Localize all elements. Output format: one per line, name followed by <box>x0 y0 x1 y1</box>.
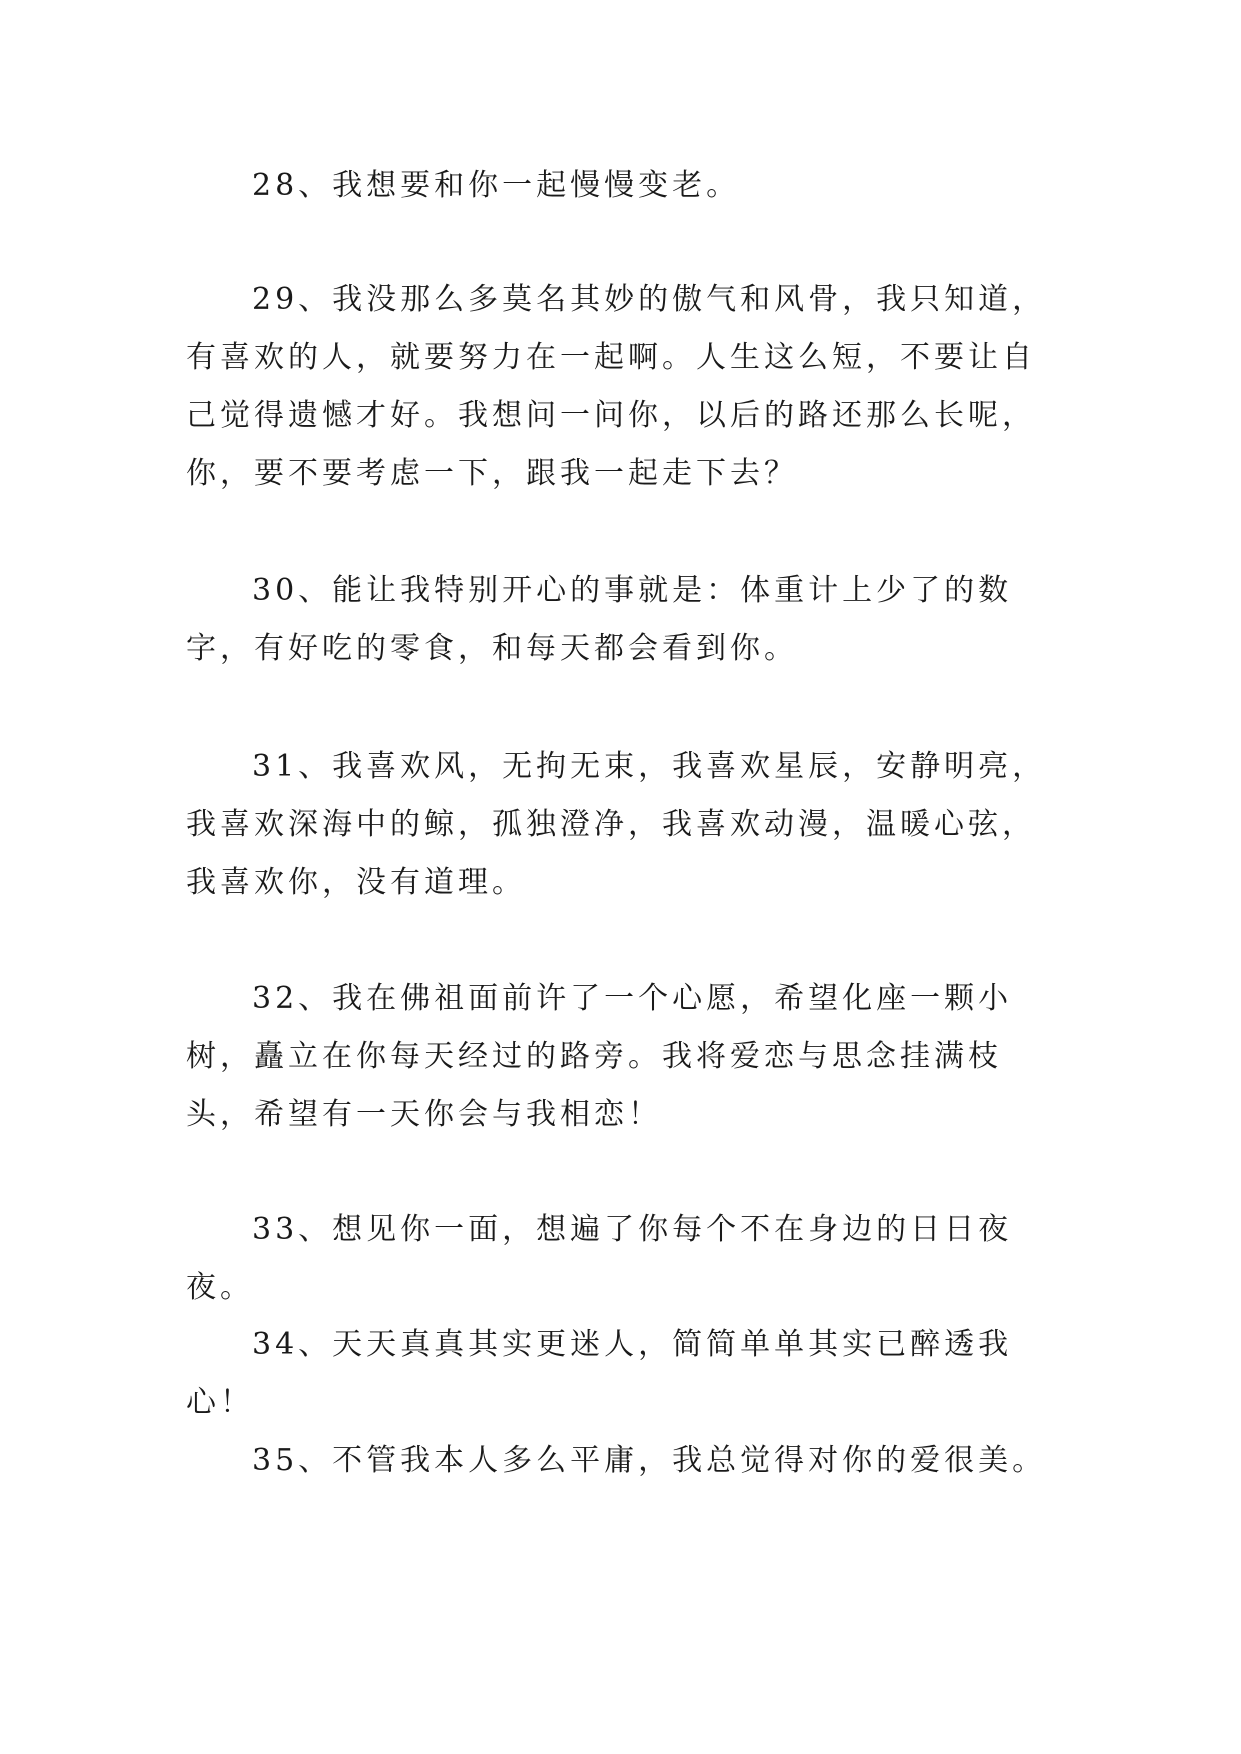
paragraph-30: 30、能让我特别开心的事就是：体重计上少了的数字，有好吃的零食，和每天都会看到你。 <box>186 573 1013 666</box>
paragraph-32: 32、我在佛祖面前许了一个心愿，希望化座一颗小树，矗立在你每天经过的路旁。我将爱恋与思念挂满枝头，希望有一天你会与我相恋！ <box>186 981 1013 1132</box>
paragraph-34: 34、天天真真其实更迷人，简简单单其实已醉透我心！ <box>186 1327 1013 1420</box>
paragraph-33: 33、想见你一面，想遍了你每个不在身边的日日夜夜。 <box>186 1212 1013 1305</box>
paragraph-29: 29、我没那么多莫名其妙的傲气和风骨，我只知道，有喜欢的人，就要努力在一起啊。人生这么短，不要让自己觉得遗憾才好。我想问一问你，以后的路还那么长呢，你，要不要考虑一下，跟我一起走下去？ <box>186 282 1047 491</box>
paragraph-31: 31、我喜欢风，无拘无束，我喜欢星辰，安静明亮，我喜欢深海中的鲸，孤独澄净，我喜欢动漫，温暖心弦，我喜欢你，没有道理。 <box>186 749 1047 900</box>
paragraph-35: 35、不管我本人多么平庸，我总觉得对你的爱很美。 <box>252 1443 1047 1478</box>
paragraph-28: 28、我想要和你一起慢慢变老。 <box>252 168 741 203</box>
